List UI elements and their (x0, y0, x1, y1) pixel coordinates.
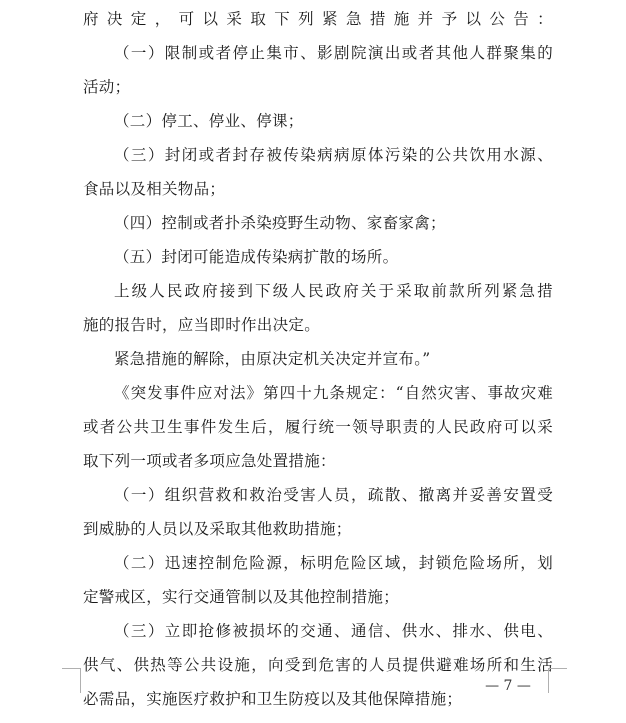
text-line: 或者公共卫生事件发生后，履行统一领导职责的人民政府可以采 (83, 418, 553, 436)
text-line: 定警戒区，实行交通管制以及其他控制措施； (83, 588, 400, 606)
text-line: （三）封闭或者封存被传染病病原体污染的公共饮用水源、 (114, 146, 553, 164)
text-line: 府决定，可以采取下列紧急措施并予以公告： (83, 10, 553, 28)
margin-corner-mark-left (62, 668, 81, 693)
text-line: 施的报告时，应当即时作出决定。 (83, 316, 321, 334)
text-line: （二）迅速控制危险源，标明危险区域，封锁危险场所，划 (114, 554, 553, 572)
text-line: 取下列一项或者多项应急处置措施： (83, 452, 336, 470)
margin-corner-mark-right (548, 668, 567, 693)
text-line: （二）停工、停业、停课； (114, 112, 304, 130)
text-line: 活动； (83, 78, 131, 96)
text-line: 必需品，实施医疗救护和卫生防疫以及其他保障措施； (83, 690, 463, 708)
text-line: 供气、供热等公共设施，向受到危害的人员提供避难场所和生活 (83, 656, 553, 674)
text-line: （一）组织营救和救治受害人员，疏散、撤离并妥善安置受 (114, 486, 553, 504)
text-line: （三）立即抢修被损坏的交通、通信、供水、排水、供电、 (114, 622, 553, 640)
text-line: 上级人民政府接到下级人民政府关于采取前款所列紧急措 (114, 282, 553, 300)
text-line: 到威胁的人员以及采取其他救助措施； (83, 520, 352, 538)
text-line: 《突发事件应对法》第四十九条规定：“自然灾害、事故灾难 (114, 384, 553, 402)
page-number: — 7 — (485, 678, 531, 694)
text-line: 紧急措施的解除，由原决定机关决定并宣布。” (114, 350, 431, 368)
document-body (83, 2, 553, 716)
text-line: 食品以及相关物品； (83, 180, 226, 198)
text-line: （五）封闭可能造成传染病扩散的场所。 (114, 248, 399, 266)
text-line: （一）限制或者停止集市、影剧院演出或者其他人群聚集的 (114, 44, 553, 62)
text-line: （四）控制或者扑杀染疫野生动物、家畜家禽； (114, 214, 446, 232)
